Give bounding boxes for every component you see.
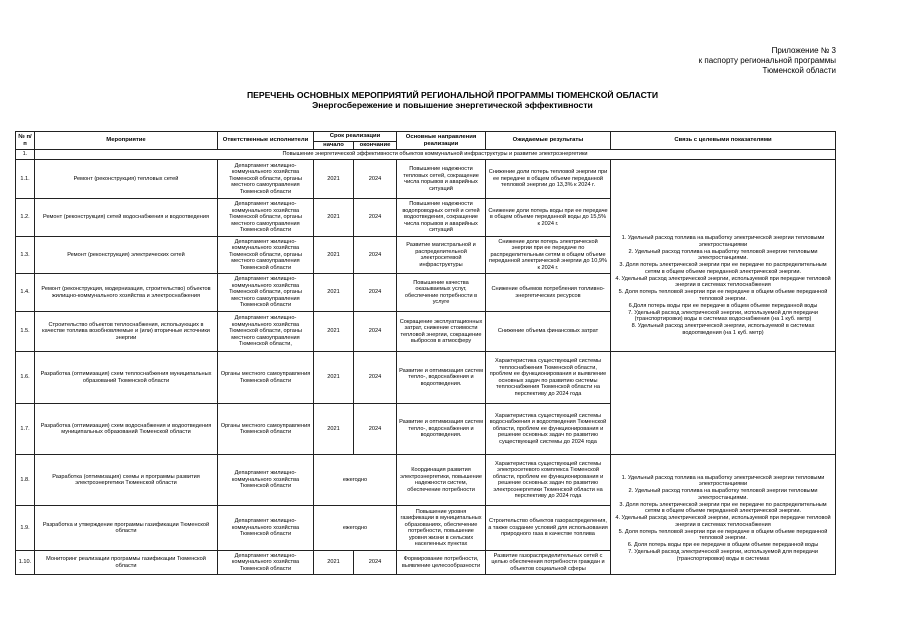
target-link: 7. Удельный расход электрической энергии, используемой для передачи (транспортировки) воды в системах — [628, 549, 818, 562]
row-end: 2024 — [354, 274, 397, 312]
row-executor: Департамент жилищно-коммунального хозяйства Тюменской области, органы местного самоуправления Тюменской области — [218, 237, 314, 274]
target-link: 3. Доля потерь электрической энергии при ее передаче по распределительным сетям в общем объеме переданной электрической энергии. — [619, 501, 827, 515]
target-link: 6.Доля потерь воды при ее передаче в общем объеме переданной воды — [628, 302, 818, 309]
target-link: 8. Удельный расход электрической энергии, используемой в системах водоотведения (на 1 куб. метр) — [631, 323, 815, 336]
target-link: 4. Удельный расход электрической энергии, используемой при передаче тепловой энергии в системах теплоснабжения — [615, 275, 831, 288]
title-main: ПЕРЕЧЕНЬ ОСНОВНЫХ МЕРОПРИЯТИЙ РЕГИОНАЛЬНОЙ ПРОГРАММЫ ТЮМЕНСКОЙ ОБЛАСТИ — [246, 90, 659, 100]
measures-table — [15, 131, 836, 575]
header-num: № п/п — [16, 132, 35, 150]
row-executor: Органы местного самоуправления Тюменской области — [218, 352, 314, 404]
row-directions: Повышение качества оказываемых услуг, обеспечение потребности в услуге — [397, 274, 486, 312]
appendix-note — [640, 46, 836, 76]
row-directions: Развитие и оптимизация систем тепло-, водоснабжения и водоотведения. — [397, 352, 486, 404]
row-end: 2024 — [354, 237, 397, 274]
header-directions: Основные направления реализации — [397, 132, 486, 150]
target-links-block — [611, 455, 836, 575]
target-link: 5. Доля потерь тепловой энергии при ее передаче в общем объеме переданной тепловой энергии. — [618, 528, 828, 542]
title-sub: Энергосбережение и повышение энергетической эффективности — [312, 100, 593, 110]
row-results: Характеристика существующей системы электросетевого комплекса Тюменской области, проблем ее функционирования и решение основных задач по развитию электроэнергетики Тюменской области на перспективу до 2024 года — [486, 455, 611, 506]
appendix-line: к паспорту региональной программы — [698, 56, 836, 65]
row-executor: Департамент жилищно-коммунального хозяйства Тюменской области — [218, 506, 314, 551]
row-measure: Разработка (оптимизация) схемы и программы развития электроэнергетики Тюменской области — [35, 455, 218, 506]
row-num: 1.2. — [16, 199, 35, 237]
row-term: ежегодно — [314, 455, 397, 506]
row-start: 2021 — [314, 352, 354, 404]
row-results: Развитие газораспределительных сетей с целью обеспечения потребности граждан и объектов социальной сферы — [486, 551, 611, 575]
row-end: 2024 — [354, 404, 397, 455]
row-directions: Развитие и оптимизация систем тепло-, водоснабжения и водоотведения. — [397, 404, 486, 455]
row-num: 1.8. — [16, 455, 35, 506]
row-executor: Департамент жилищно-коммунального хозяйства Тюменской области, органы местного самоуправления Тюменской области, — [218, 312, 314, 352]
appendix-line: Приложение № 3 — [771, 46, 836, 55]
target-link: 3. Доля потерь электрической энергии при ее передаче по распределительным сетям в общем объеме переданной электрической энергии. — [619, 262, 827, 275]
row-num: 1.3. — [16, 237, 35, 274]
target-link: 1. Удельный расход топлива на выработку электрической энергии тепловыми электростанциями — [621, 474, 825, 488]
row-start: 2021 — [314, 312, 354, 352]
row-num: 1.4. — [16, 274, 35, 312]
header-links: Связь с целевыми показателями — [611, 132, 836, 150]
row-num: 1.5. — [16, 312, 35, 352]
row-measure: Разработка (оптимизация) схем водоснабжения и водоотведения муниципальных образований Тюменской области — [35, 404, 218, 455]
row-measure: Мониторинг реализации программы газификации Тюменской области — [35, 551, 218, 575]
row-end: 2024 — [354, 312, 397, 352]
target-link: 7. Удельный расход электрической энергии, используемой для передачи (транспортировки) воды в системах водоснабжения (на 1 куб. метр) — [628, 309, 818, 322]
row-start: 2021 — [314, 404, 354, 455]
appendix-line: Тюменской области — [762, 66, 836, 75]
row-directions: Повышение уровня газификации в муниципальных образованиях, обеспечение потребности, повышение уровня жизни в сельских населенных пунктах — [397, 506, 486, 551]
row-start: 2021 — [314, 551, 354, 575]
row-num: 1.10. — [16, 551, 35, 575]
row-directions: Повышение надежности водопроводных сетей и сетей водоотведения, сокращение числа порывов и аварийных ситуаций — [397, 199, 486, 237]
row-start: 2021 — [314, 274, 354, 312]
row-start: 2021 — [314, 199, 354, 237]
row-directions: Формирование потребности, выявление целесообразности — [397, 551, 486, 575]
header-term: Срок реализации — [314, 132, 397, 142]
row-num: 1.9. — [16, 506, 35, 551]
row-num: 1.6. — [16, 352, 35, 404]
row-executor: Органы местного самоуправления Тюменской области — [218, 404, 314, 455]
row-end: 2024 — [354, 199, 397, 237]
row-directions: Повышение надежности тепловых сетей, сокращение числа порывов и аварийных ситуаций — [397, 160, 486, 199]
row-end: 2024 — [354, 352, 397, 404]
row-executor: Департамент жилищно-коммунального хозяйства Тюменской области — [218, 551, 314, 575]
row-results: Снижение объемов потребления топливно-энергетических ресурсов — [486, 274, 611, 312]
header-start: начало — [314, 142, 354, 150]
section-title: Повышение энергетической эффективности объектов коммунальной инфраструктуры и развитие электроэнергетики — [35, 150, 836, 160]
row-results: Строительство объектов газораспределения, а также создание условий для использования природного газа в качестве топлива — [486, 506, 611, 551]
target-link: 1. Удельный расход топлива на выработку электрической энергии тепловыми электростанциями — [621, 235, 825, 248]
target-links-empty — [611, 352, 836, 455]
row-directions: Координация развития электроэнергетики, повышение надежности систем, обеспечение потребности — [397, 455, 486, 506]
row-results: Снижение доли потерь электрической энергии при ее передаче по распределительным сетям в общем объеме переданной электрической энергии до 10,9% к 2024 г. — [486, 237, 611, 274]
row-term: ежегодно — [314, 506, 397, 551]
row-measure: Разработка и утверждение программы газификации Тюменской области — [35, 506, 218, 551]
row-measure: Ремонт (реконструкция) электрических сетей — [35, 237, 218, 274]
target-link: 2. Удельный расход топлива на выработку тепловой энергии тепловыми электростанциями. — [628, 488, 818, 501]
row-end: 2024 — [354, 551, 397, 575]
target-link: 6. Доля потерь воды при ее передаче в общем объеме переданной воды — [627, 542, 819, 549]
row-measure: Разработка (оптимизация) схем теплоснабжения муниципальных образований Тюменской области — [35, 352, 218, 404]
row-start: 2021 — [314, 160, 354, 199]
document-title — [0, 90, 905, 110]
row-results: Снижение доли потерь воды при ее передаче в общем объеме переданной воды до 15,5% к 2024 г. — [486, 199, 611, 237]
header-measure: Мероприятие — [35, 132, 218, 150]
row-executor: Департамент жилищно-коммунального хозяйства Тюменской области, органы местного самоуправления Тюменской области — [218, 199, 314, 237]
row-results: Снижение объема финансовых затрат — [486, 312, 611, 352]
row-start: 2021 — [314, 237, 354, 274]
target-link: 4. Удельный расход электрической энергии, используемой при передаче тепловой энергии в системах теплоснабжения — [615, 515, 831, 528]
row-executor: Департамент жилищно-коммунального хозяйства Тюменской области, органы местного самоуправления Тюменской области — [218, 160, 314, 199]
row-directions: Развитие магистральной и распределительной электросетевой инфраструктуры — [397, 237, 486, 274]
row-measure: Ремонт (реконструкция, модернизация, строительство) объектов жилищно-коммунального хозяйства и электроснабжения — [35, 274, 218, 312]
row-measure: Ремонт (реконструкция) сетей водоснабжения и водоотведения — [35, 199, 218, 237]
header-results: Ожидаемые результаты — [486, 132, 611, 150]
section-num: 1. — [16, 150, 35, 160]
row-num: 1.1. — [16, 160, 35, 199]
row-measure: Строительство объектов теплоснабжения, использующих в качестве топлива возобновляемые и (или) вторичные источники энергии — [35, 312, 218, 352]
row-num: 1.7. — [16, 404, 35, 455]
row-results: Снижение доли потерь тепловой энергии при ее передаче в общем объеме переданной тепловой энергии до 13,3% к 2024 г. — [486, 160, 611, 199]
row-end: 2024 — [354, 160, 397, 199]
row-executor: Департамент жилищно-коммунального хозяйства Тюменской области, органы местного самоуправления Тюменской области — [218, 274, 314, 312]
row-directions: Сокращение эксплуатационных затрат, снижение стоимости тепловой энергии, сокращение выбросов в атмосферу — [397, 312, 486, 352]
target-link: 2. Удельный расход топлива на выработку тепловой энергии тепловыми электростанциями. — [628, 248, 818, 261]
row-results: Характеристика существующей системы теплоснабжения Тюменской области, проблем ее функционирования и выявление основных задач по развитию системы теплоснабжения Тюменской области на перспективу до 2024 года — [486, 352, 611, 404]
row-results: Характеристика существующей системы водоснабжения и водоотведения Тюменской области, проблем ее функционирования и решение основных задач по развитию существующей системы до 2024 года — [486, 404, 611, 455]
header-executor: Ответственные исполнители — [218, 132, 314, 150]
target-link: 5. Доля потерь тепловой энергии при ее передаче в общем объеме переданной тепловой энергии. — [618, 289, 828, 302]
target-links-block — [611, 160, 836, 352]
row-measure: Ремонт (реконструкция) тепловых сетей — [35, 160, 218, 199]
row-executor: Департамент жилищно-коммунального хозяйства Тюменской области — [218, 455, 314, 506]
header-end: окончание — [354, 142, 397, 150]
